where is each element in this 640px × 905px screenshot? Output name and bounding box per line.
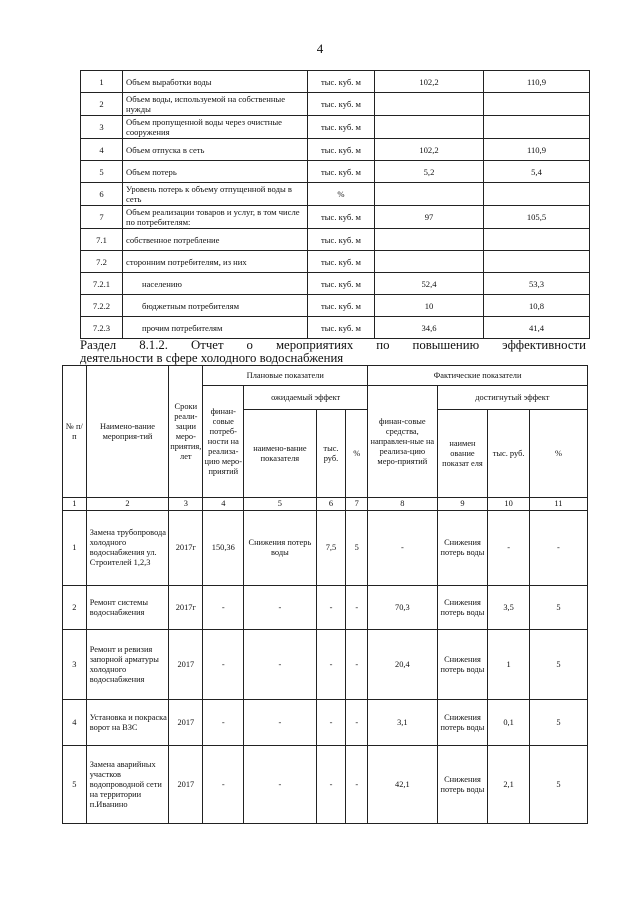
indicator-plan-value: [375, 229, 484, 251]
measure-deadline: 2017: [169, 700, 203, 746]
indicator-plan-value: 34,6: [375, 317, 484, 339]
measure-name: Замена трубопровода холодного водоснабжения ул. Строителей 1,2,3: [86, 511, 169, 586]
indicator-plan-value: [375, 93, 484, 116]
fact-financing: 70,3: [368, 586, 437, 630]
measure-row: [63, 700, 588, 746]
plan-effect-pct: -: [346, 746, 368, 824]
indicator-number: 1: [81, 71, 123, 93]
indicator-fact-value: 10,8: [484, 295, 590, 317]
indicator-fact-value: 105,5: [484, 206, 590, 229]
indicator-name: Объем реализации товаров и услуг, в том числе по потребителям:: [123, 206, 308, 229]
section-heading-line1: Раздел 8.1.2. Отчет о мероприятиях по повышению эффективности: [80, 338, 586, 352]
indicator-number: 7.1: [81, 229, 123, 251]
indicator-plan-value: 5,2: [375, 161, 484, 183]
indicator-fact-value: 41,4: [484, 317, 590, 339]
indicator-fact-value: [484, 116, 590, 139]
fact-financing: 3,1: [368, 700, 437, 746]
measure-deadline: 2017: [169, 746, 203, 824]
header-plan-eff-name: наимено-вание показателя: [244, 410, 316, 498]
indicator-row: [81, 71, 590, 93]
plan-effect-pct: -: [346, 586, 368, 630]
indicator-row: [81, 206, 590, 229]
measure-number: 3: [63, 630, 87, 700]
section-heading-line2: деятельности в сфере холодного водоснабжения: [80, 351, 344, 365]
fact-effect-rub: 1: [488, 630, 530, 700]
indicator-fact-value: 110,9: [484, 139, 590, 161]
header-num: № п/п: [63, 366, 87, 498]
column-number: 7: [346, 498, 368, 511]
header-name: Наимено-вание мероприя-тий: [86, 366, 169, 498]
indicator-number: 5: [81, 161, 123, 183]
measure-row: [63, 586, 588, 630]
indicator-plan-value: [375, 251, 484, 273]
fact-financing: 20,4: [368, 630, 437, 700]
indicator-row: [81, 183, 590, 206]
measures-table: [62, 365, 588, 824]
indicator-number: 6: [81, 183, 123, 206]
indicator-plan-value: 102,2: [375, 139, 484, 161]
indicator-name: Объем потерь: [123, 161, 308, 183]
indicator-plan-value: 10: [375, 295, 484, 317]
fact-financing: -: [368, 511, 437, 586]
indicator-row: [81, 93, 590, 116]
indicator-row: [81, 116, 590, 139]
column-number: 6: [316, 498, 346, 511]
indicator-name: Объем пропущенной воды через очистные сооружения: [123, 116, 308, 139]
plan-effect-name: -: [244, 700, 316, 746]
indicator-number: 4: [81, 139, 123, 161]
header-fact-eff-name: наимен ование показат еля: [437, 410, 488, 498]
indicator-number: 7.2.3: [81, 317, 123, 339]
indicator-unit: тыс. куб. м: [308, 161, 375, 183]
indicator-fact-value: [484, 93, 590, 116]
indicator-unit: тыс. куб. м: [308, 295, 375, 317]
plan-effect-rub: -: [316, 630, 346, 700]
header-plan-fin: финан-совые потреб-ности на реализа-цию меро-приятий: [203, 386, 244, 498]
fact-effect-pct: -: [529, 511, 587, 586]
column-number: 3: [169, 498, 203, 511]
column-numbers-row: [63, 498, 588, 511]
fact-effect-rub: -: [488, 511, 530, 586]
indicator-fact-value: [484, 229, 590, 251]
indicator-plan-value: 102,2: [375, 71, 484, 93]
header-deadline: Сроки реали-зации меро-приятия, лет: [169, 366, 203, 498]
measure-name: Ремонт системы водоснабжения: [86, 586, 169, 630]
plan-financing: -: [203, 630, 244, 700]
fact-effect-pct: 5: [529, 746, 587, 824]
fact-effect-name: Снижения потерь воды: [437, 511, 488, 586]
plan-financing: 150,36: [203, 511, 244, 586]
indicators-table: [80, 70, 590, 339]
measure-deadline: 2017: [169, 630, 203, 700]
header-plan-group: Плановые показатели: [203, 366, 368, 386]
header-fact-group: Фактические показатели: [368, 366, 588, 386]
indicator-number: 7.2.1: [81, 273, 123, 295]
measure-number: 5: [63, 746, 87, 824]
indicator-row: [81, 273, 590, 295]
measure-row: [63, 746, 588, 824]
fact-effect-name: Снижения потерь воды: [437, 746, 488, 824]
indicator-row: [81, 139, 590, 161]
measure-number: 4: [63, 700, 87, 746]
indicator-plan-value: 97: [375, 206, 484, 229]
indicator-number: 2: [81, 93, 123, 116]
plan-effect-name: -: [244, 586, 316, 630]
indicator-unit: тыс. куб. м: [308, 273, 375, 295]
page-number: 4: [316, 41, 324, 56]
header-plan-eff-pct: %: [346, 410, 368, 498]
fact-effect-name: Снижения потерь воды: [437, 700, 488, 746]
plan-effect-pct: -: [346, 700, 368, 746]
fact-effect-rub: 0,1: [488, 700, 530, 746]
indicators-table-body: [81, 71, 590, 339]
plan-financing: -: [203, 746, 244, 824]
header-fact-eff-rub: тыс. руб.: [488, 410, 530, 498]
indicator-name: Объем воды, используемой на собственные нужды: [123, 93, 308, 116]
indicator-number: 7.2.2: [81, 295, 123, 317]
column-number: 4: [203, 498, 244, 511]
measure-number: 1: [63, 511, 87, 586]
indicator-fact-value: [484, 251, 590, 273]
indicator-name: Объем отпуска в сеть: [123, 139, 308, 161]
column-number: 2: [86, 498, 169, 511]
indicator-plan-value: [375, 116, 484, 139]
plan-effect-pct: 5: [346, 511, 368, 586]
indicator-unit: тыс. куб. м: [308, 116, 375, 139]
measure-name: Замена аварийных участков водопроводной сети на территории п.Иванино: [86, 746, 169, 824]
indicator-plan-value: 52,4: [375, 273, 484, 295]
plan-effect-name: -: [244, 746, 316, 824]
column-number: 11: [529, 498, 587, 511]
fact-effect-pct: 5: [529, 586, 587, 630]
column-number: 5: [244, 498, 316, 511]
fact-financing: 42,1: [368, 746, 437, 824]
plan-financing: -: [203, 700, 244, 746]
indicator-unit: тыс. куб. м: [308, 93, 375, 116]
fact-effect-rub: 2,1: [488, 746, 530, 824]
indicator-unit: тыс. куб. м: [308, 206, 375, 229]
plan-effect-name: Снижения потерь воды: [244, 511, 316, 586]
column-number: 1: [63, 498, 87, 511]
indicator-row: [81, 295, 590, 317]
fact-effect-name: Снижения потерь воды: [437, 630, 488, 700]
indicator-name: собственное потребление: [123, 229, 308, 251]
indicator-unit: тыс. куб. м: [308, 139, 375, 161]
fact-effect-rub: 3,5: [488, 586, 530, 630]
header-fact-fin: финан-совые средства, направлен-ные на реализа-цию меро-приятий: [368, 386, 437, 498]
indicator-unit: тыс. куб. м: [308, 251, 375, 273]
indicator-name: прочим потребителям: [123, 317, 308, 339]
plan-financing: -: [203, 586, 244, 630]
column-number: 9: [437, 498, 488, 511]
measure-number: 2: [63, 586, 87, 630]
indicator-name: Объем выработки воды: [123, 71, 308, 93]
measure-name: Установка и покраска ворот на ВЗС: [86, 700, 169, 746]
plan-effect-rub: 7,5: [316, 511, 346, 586]
fact-effect-pct: 5: [529, 700, 587, 746]
measure-deadline: 2017г: [169, 511, 203, 586]
indicator-unit: тыс. куб. м: [308, 71, 375, 93]
indicator-fact-value: 110,9: [484, 71, 590, 93]
indicator-fact-value: [484, 183, 590, 206]
header-plan-expected: ожидаемый эффект: [244, 386, 368, 410]
indicator-plan-value: [375, 183, 484, 206]
indicator-number: 7.2: [81, 251, 123, 273]
plan-effect-name: -: [244, 630, 316, 700]
indicator-row: [81, 161, 590, 183]
plan-effect-pct: -: [346, 630, 368, 700]
column-number: 8: [368, 498, 437, 511]
indicator-row: [81, 229, 590, 251]
column-number: 10: [488, 498, 530, 511]
indicator-name: населению: [123, 273, 308, 295]
indicator-number: 3: [81, 116, 123, 139]
indicator-row: [81, 317, 590, 339]
indicator-unit: тыс. куб. м: [308, 229, 375, 251]
measures-table-body: [63, 511, 588, 824]
indicator-fact-value: 53,3: [484, 273, 590, 295]
indicator-row: [81, 251, 590, 273]
indicator-name: Уровень потерь к объему отпущенной воды в сеть: [123, 183, 308, 206]
plan-effect-rub: -: [316, 700, 346, 746]
indicator-number: 7: [81, 206, 123, 229]
header-plan-eff-rub: тыс. руб.: [316, 410, 346, 498]
plan-effect-rub: -: [316, 746, 346, 824]
fact-effect-pct: 5: [529, 630, 587, 700]
indicator-name: бюджетным потребителям: [123, 295, 308, 317]
header-fact-eff-pct: %: [529, 410, 587, 498]
measure-name: Ремонт и ревизия запорной арматуры холодного водоснабжения: [86, 630, 169, 700]
measure-row: [63, 630, 588, 700]
indicator-fact-value: 5,4: [484, 161, 590, 183]
header-fact-achieved: достигнутый эффект: [437, 386, 587, 410]
fact-effect-name: Снижения потерь воды: [437, 586, 488, 630]
indicator-unit: %: [308, 183, 375, 206]
measure-deadline: 2017г: [169, 586, 203, 630]
indicator-unit: тыс. куб. м: [308, 317, 375, 339]
plan-effect-rub: -: [316, 586, 346, 630]
measure-row: [63, 511, 588, 586]
indicator-name: сторонним потребителям, из них: [123, 251, 308, 273]
